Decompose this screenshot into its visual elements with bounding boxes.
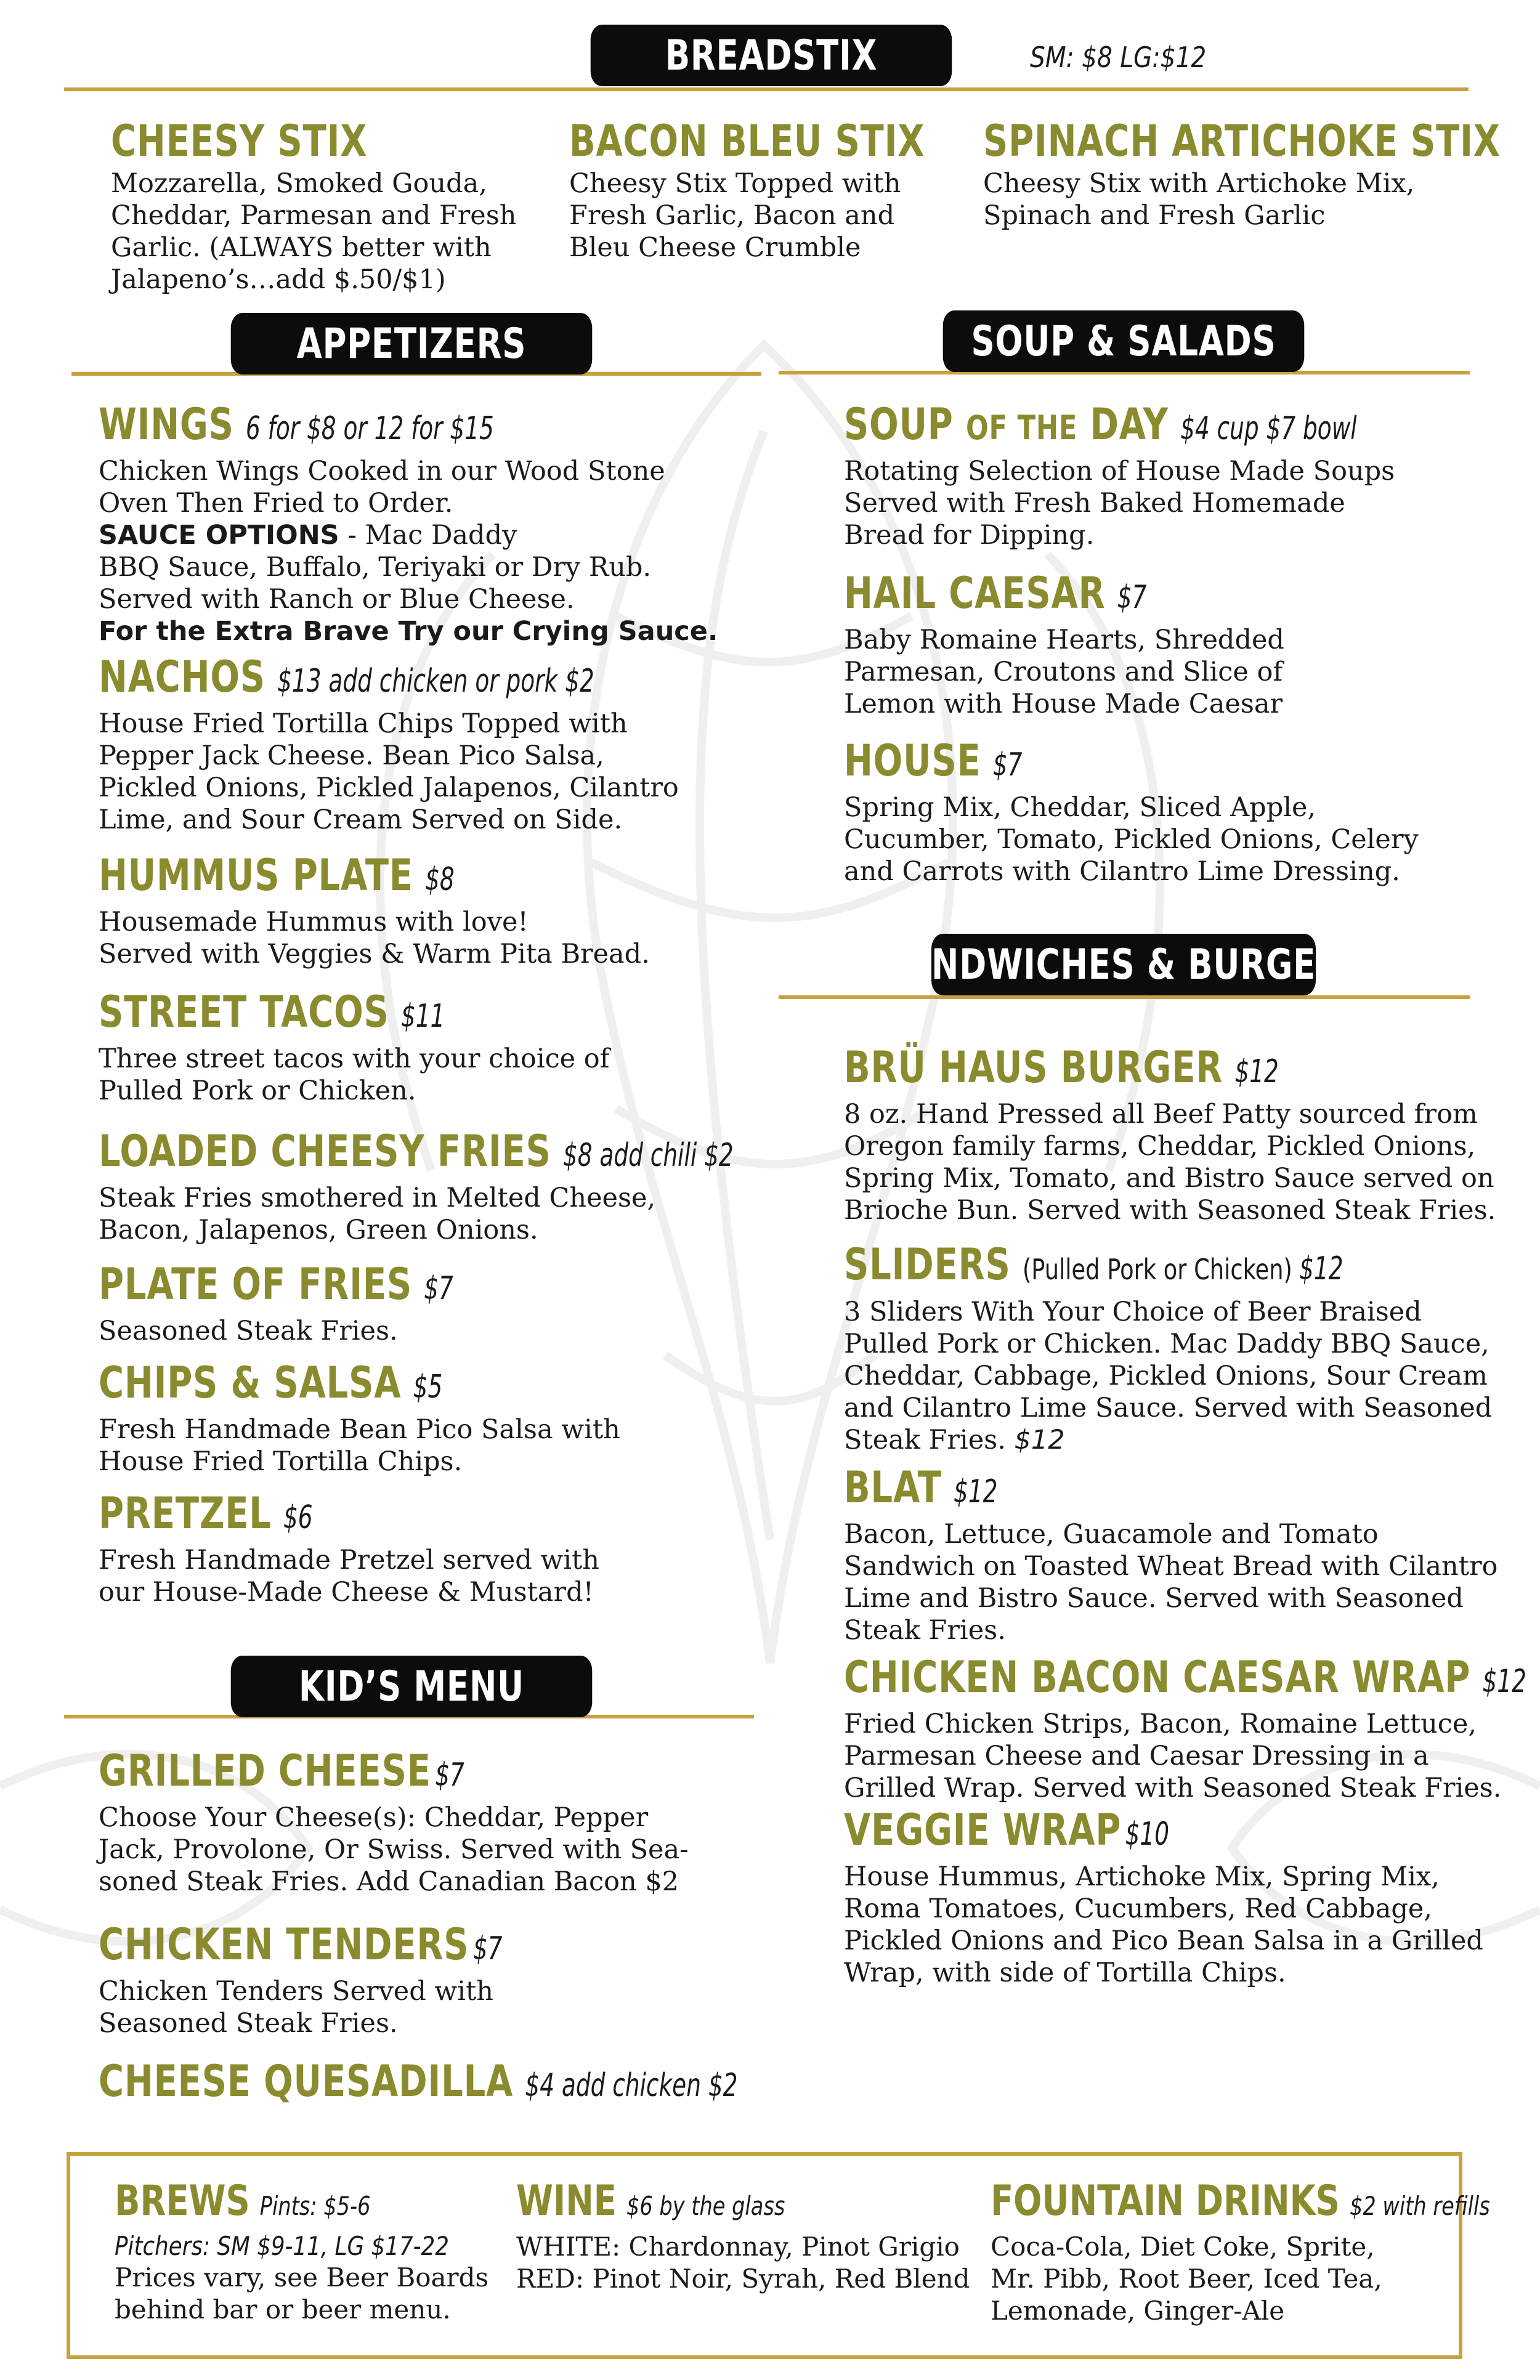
- drink-name: BREWS: [115, 2177, 250, 2225]
- menu-item-pretzel: [99, 1487, 764, 1610]
- drink-name: FOUNTAIN DRINKS: [991, 2177, 1340, 2225]
- soup-salads-list: [844, 398, 1497, 888]
- item-name: HOUSE: [844, 735, 981, 786]
- drink-desc: Coca-Cola, Diet Coke, Sprite, Mr. Pibb, Root Beer, Iced Tea, Lemonade, Ginger-Ale: [991, 2232, 1382, 2326]
- drink-price: Pints: $5-6: [259, 2191, 371, 2221]
- item-name: CHICKEN TENDERS: [99, 1919, 469, 1970]
- item-price: $8: [425, 861, 455, 898]
- drink-title: [991, 2177, 1490, 2231]
- item-title: [844, 1651, 1526, 1708]
- menu-item-plate-of-fries: [99, 1258, 764, 1356]
- drink-brews: [115, 2177, 509, 2326]
- kids-list: [99, 1744, 776, 2112]
- item-name: SOUP: [844, 399, 954, 450]
- item-price: $12: [953, 1473, 998, 1510]
- item-desc: Rotating Selection of House Made Soups Served with Fresh Baked Homemade Bread for Dipping.: [844, 456, 1395, 551]
- menu-item-grilled-cheese: [99, 1744, 776, 1918]
- drink-sub: Pitchers: SM $9-11, LG $17-22: [115, 2231, 449, 2261]
- soup-salads-header: SOUP & SALADS: [943, 310, 1305, 372]
- drink-wine: [516, 2177, 972, 2295]
- item-note: (Pulled Pork or Chicken): [1022, 1253, 1292, 1286]
- item-title: [844, 734, 1366, 791]
- item-title: [844, 1803, 1386, 1861]
- drink-desc: Prices vary, see Beer Boards behind bar or beer menu.: [115, 2262, 489, 2325]
- item-desc: Choose Your Cheese(s): Cheddar, Pepper Jack, Provolone, Or Swiss. Served with Sea- soned Steak Fries. Add Canadian Bacon $2: [99, 1802, 689, 1897]
- item-desc: Bacon, Lettuce, Guacamole and Tomato Sandwich on Toasted Wheat Bread with Cilantro Lime and Bistro Sauce. Served with Seasoned Steak Fries.: [844, 1519, 1498, 1646]
- menu-item-chips-salsa: [99, 1356, 764, 1487]
- item-name: CHIPS & SALSA: [99, 1358, 402, 1408]
- item-price: $7: [1117, 579, 1147, 616]
- breadstix-item-spinach: [983, 115, 1501, 232]
- item-name: VEGGIE WRAP: [844, 1805, 1122, 1855]
- drink-title: [516, 2177, 881, 2231]
- menu-item-nachos: [99, 650, 764, 849]
- item-desc: Spring Mix, Cheddar, Sliced Apple, Cucumber, Tomato, Pickled Onions, Celery and Carrots with Cilantro Lime Dressing.: [844, 792, 1419, 887]
- item-desc: [844, 1296, 1522, 1456]
- item-price: $7: [424, 1270, 453, 1307]
- menu-item-veggie-wrap: [844, 1803, 1522, 1989]
- item-title: [99, 1487, 631, 1544]
- item-desc: Mozzarella, Smoked Gouda, Cheddar, Parmesan and Fresh Garlic. (ALWAYS better with Jalapeno’s…add $.50/$1): [111, 168, 517, 295]
- drink-fountain: [991, 2177, 1490, 2327]
- item-desc: 8 oz. Hand Pressed all Beef Patty sourced from Oregon family farms, Cheddar, Pickled Onions, Spring Mix, Tomato, and Bistro Sauce served on Brioche Bun. Served with Seasoned Steak Fries.: [844, 1099, 1496, 1226]
- menu-item-hummus: [99, 849, 764, 986]
- menu-item-hail-caesar: [844, 567, 1497, 734]
- appetizers-header: APPETIZERS: [231, 313, 593, 374]
- menu-item-blat: [844, 1461, 1522, 1651]
- sandwiches-list: [844, 1041, 1526, 1989]
- item-name: PRETZEL: [99, 1488, 272, 1539]
- item-desc: House Hummus, Artichoke Mix, Spring Mix, Roma Tomatoes, Cucumbers, Red Cabbage, Pickled Onions and Pico Bean Salsa in a Grilled Wrap, with side of Tortilla Chips.: [844, 1861, 1483, 1988]
- item-desc: Housemade Hummus with love! Served with Veggies & Warm Pita Bread.: [99, 907, 650, 969]
- item-title: [99, 1258, 631, 1315]
- item-name: HUMMUS PLATE: [99, 850, 413, 901]
- item-title: [844, 1238, 1386, 1296]
- item-price: $4 cup $7 bowl: [1180, 410, 1357, 447]
- item-price: $6: [283, 1499, 313, 1536]
- item-title: [844, 1461, 1386, 1518]
- drink-name: WINE: [516, 2177, 617, 2225]
- kids-menu-header: KID’S MENU: [231, 1656, 593, 1717]
- item-title: [99, 849, 631, 906]
- sliders-desc-price: $12: [1005, 1425, 1065, 1455]
- item-price: $4 add chicken $2: [525, 2067, 738, 2104]
- item-title: [844, 1041, 1386, 1098]
- menu-item-street-tacos: [99, 986, 764, 1125]
- item-price: $12: [1234, 1053, 1279, 1090]
- item-price: $8 add chili $2: [562, 1137, 734, 1174]
- item-name: WINGS: [99, 399, 234, 450]
- menu-item-bru-haus-burger: [844, 1041, 1522, 1238]
- item-desc: Fresh Handmade Pretzel served with our House-Made Cheese & Mustard!: [99, 1545, 599, 1608]
- item-name: GRILLED CHEESE: [99, 1746, 431, 1796]
- menu-item-house-salad: [844, 734, 1497, 888]
- item-price: $12: [1482, 1663, 1526, 1700]
- item-desc: Chicken Tenders Served with Seasoned Steak Fries.: [99, 1976, 493, 2039]
- item-name: CHEESE QUESADILLA: [99, 2056, 514, 2107]
- item-desc: Fried Chicken Strips, Bacon, Romaine Lettuce, Parmesan Cheese and Caesar Dressing in a Grilled Wrap. Served with Seasoned Steak Fries.: [844, 1709, 1502, 1803]
- item-desc: Three street tacos with your choice of Pulled Pork or Chicken.: [99, 1043, 610, 1106]
- item-title: [99, 398, 631, 455]
- item-desc: Cheesy Stix Topped with Fresh Garlic, Bacon and Bleu Cheese Crumble: [569, 168, 901, 263]
- menu-item-wings: [99, 398, 764, 650]
- item-name: CHICKEN BACON CAESAR WRAP: [844, 1652, 1471, 1702]
- item-name-small: OF THE: [965, 408, 1078, 447]
- item-desc: Cheesy Stix with Artichoke Mix, Spinach and Fresh Garlic: [983, 168, 1415, 231]
- item-price: 6 for $8 or 12 for $15: [245, 410, 494, 447]
- item-title: [844, 567, 1366, 624]
- item-name: NACHOS: [99, 652, 265, 702]
- item-desc: Fresh Handmade Bean Pico Salsa with House Fried Tortilla Chips.: [99, 1414, 620, 1477]
- wings-desc: Chicken Wings Cooked in our Wood Stone Oven Then Fried to Order.: [99, 456, 665, 519]
- item-title: [844, 398, 1366, 455]
- item-title: [99, 1744, 641, 1802]
- item-price: $10: [1125, 1816, 1170, 1853]
- menu-item-chicken-tenders: [99, 1918, 776, 2055]
- item-name: PLATE OF FRIES: [99, 1259, 413, 1309]
- item-price: $11: [400, 998, 445, 1035]
- drink-title: [115, 2177, 430, 2231]
- sandwiches-rule: [779, 995, 1470, 999]
- item-title: [99, 1918, 641, 1975]
- breadstix-price: SM: $8 LG:$12: [1030, 41, 1207, 74]
- breadstix-item-cheesy: [111, 115, 554, 296]
- item-title: SPINACH ARTICHOKE STIX: [983, 116, 1501, 166]
- item-title: [99, 986, 631, 1043]
- item-price: $7: [435, 1757, 464, 1794]
- item-desc: House Fried Tortilla Chips Topped with Pepper Jack Cheese. Bean Pico Salsa, Pickled Onions, Pickled Jalapenos, Cilantro Lime, and Sour Cream Served on Side.: [99, 708, 679, 835]
- menu-item-chicken-bacon-caesar-wrap: [844, 1651, 1526, 1803]
- item-title: [99, 1125, 734, 1182]
- item-price: $7: [992, 747, 1023, 783]
- appetizers-list: [99, 398, 764, 1610]
- breadstix-item-bacon-bleu: [569, 115, 976, 264]
- drink-price: $2 with refills: [1349, 2191, 1490, 2221]
- sauce-desc: - Mac Daddy BBQ Sauce, Buffalo, Teriyaki or Dry Rub. Served with Ranch or Blue Cheese.: [99, 520, 652, 615]
- item-name: STREET TACOS: [99, 987, 389, 1037]
- item-title: [99, 1356, 631, 1414]
- menu-item-soup-of-the-day: [844, 398, 1497, 567]
- item-name: BLAT: [844, 1462, 942, 1513]
- item-name: HAIL CAESAR: [844, 568, 1106, 618]
- sliders-desc: 3 Sliders With Your Choice of Beer Braised Pulled Pork or Chicken. Mac Daddy BBQ Sauce, Cheddar, Cabbage, Pickled Onions, Sour Cream and Cilantro Lime Sauce. Served with Seasoned Steak Fries.: [844, 1297, 1493, 1455]
- brave-note: For the Extra Brave Try our Crying Sauce.: [99, 616, 718, 647]
- item-name: LOADED CHEESY FRIES: [99, 1126, 551, 1176]
- item-name-end: DAY: [1090, 399, 1169, 450]
- item-title: [99, 2055, 738, 2112]
- breadstix-header: BREADSTIX: [591, 25, 952, 86]
- menu-item-loaded-fries: [99, 1125, 764, 1258]
- item-title: [99, 650, 631, 708]
- item-desc: Seasoned Steak Fries.: [99, 1316, 398, 1346]
- item-price: $5: [413, 1369, 443, 1406]
- item-title: CHEESY STIX: [111, 116, 368, 166]
- item-desc: Baby Romaine Hearts, Shredded Parmesan, Croutons and Slice of Lemon with House Made Caesar: [844, 625, 1284, 719]
- menu-item-sliders: [844, 1238, 1522, 1461]
- item-price: $13 add chicken or pork $2: [277, 663, 594, 700]
- item-name: SLIDERS: [844, 1239, 1011, 1290]
- drink-desc: WHITE: Chardonnay, Pinot Grigio RED: Pinot Noir, Syrah, Red Blend: [516, 2232, 970, 2294]
- menu-item-cheese-quesadilla: [99, 2055, 776, 2112]
- item-desc: [99, 455, 764, 647]
- sauce-label: SAUCE OPTIONS: [99, 520, 339, 551]
- item-title: BACON BLEU STIX: [569, 116, 925, 166]
- item-price: $7: [472, 1930, 503, 1967]
- drink-price: $6 by the glass: [626, 2191, 785, 2221]
- item-name: BRÜ HAUS BURGER: [844, 1042, 1223, 1093]
- item-price: $12: [1299, 1250, 1343, 1287]
- item-desc: Steak Fries smothered in Melted Cheese, Bacon, Jalapenos, Green Onions.: [99, 1183, 656, 1245]
- sandwiches-header: SANDWICHES & BURGERS: [931, 934, 1316, 995]
- breadstix-rule: [64, 87, 1469, 91]
